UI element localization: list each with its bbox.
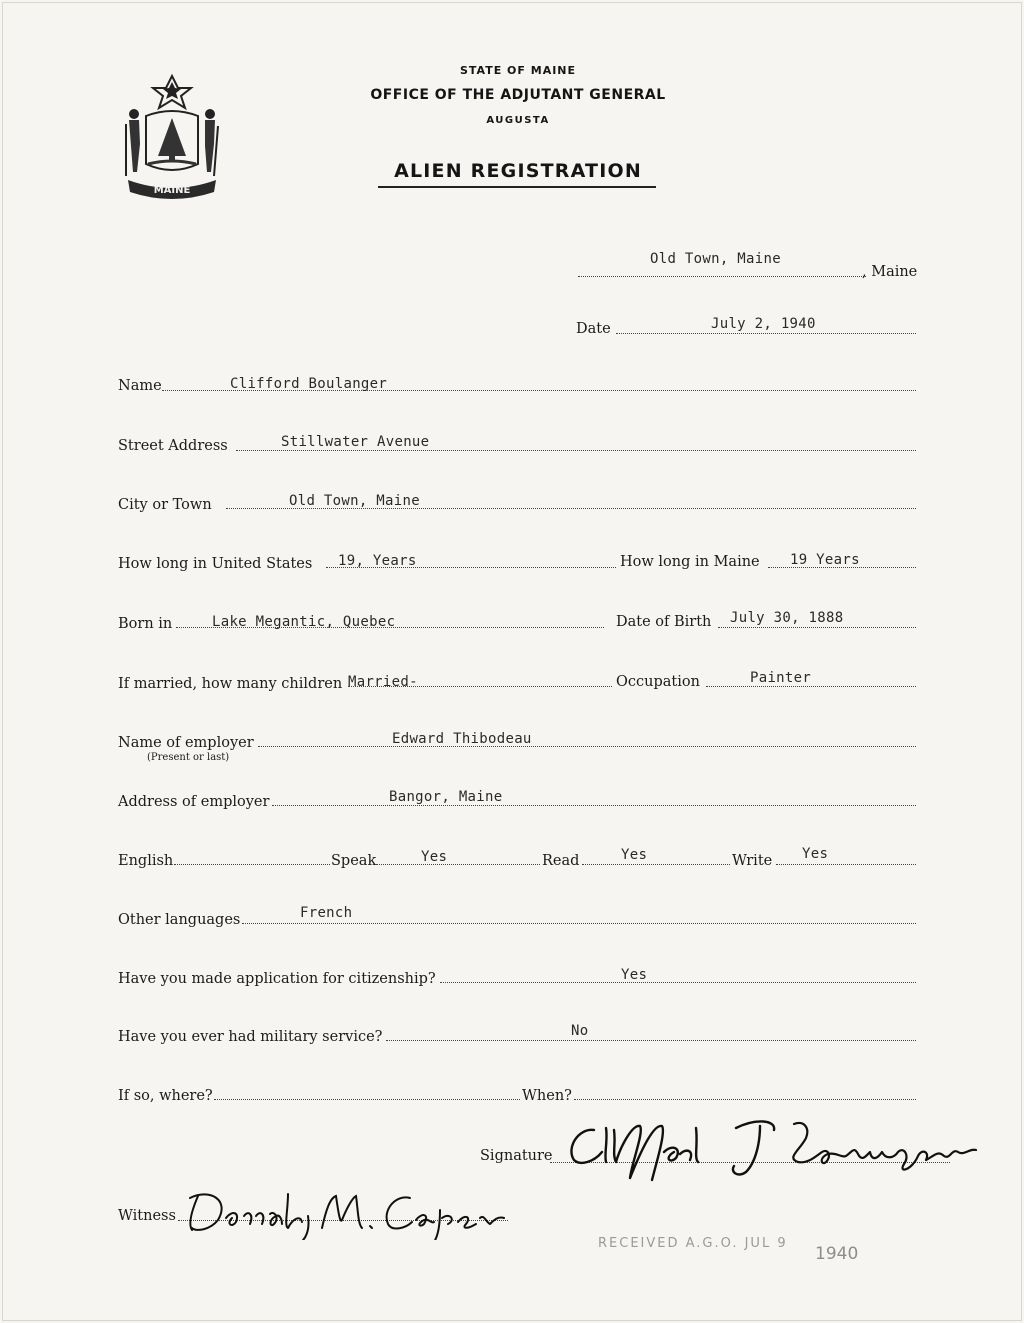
employer-line [258, 746, 916, 747]
occupation-value: Painter [750, 670, 812, 686]
other-languages-label: Other languages [118, 912, 241, 928]
military-label: Have you ever had military service? [118, 1029, 383, 1045]
city-label: City or Town [118, 497, 212, 513]
state-heading: STATE OF MAINE [459, 64, 577, 77]
seal-banner-text: MAINE [153, 185, 191, 196]
when-line [574, 1099, 916, 1100]
employer-label: Name of employer [118, 735, 254, 751]
place-line [578, 276, 866, 277]
city-value: Old Town, Maine [289, 493, 420, 509]
other-languages-line [242, 923, 916, 924]
occupation-label: Occupation [616, 674, 700, 690]
speak-value: Yes [421, 849, 448, 865]
city-heading: AUGUSTA [486, 115, 550, 126]
date-value: July 2, 1940 [711, 316, 816, 332]
form-title: ALIEN REGISTRATION [394, 160, 642, 182]
military-value: No [571, 1023, 589, 1039]
read-label: Read [542, 853, 580, 869]
speak-line [376, 864, 540, 865]
read-value: Yes [621, 847, 648, 863]
dob-label: Date of Birth [616, 614, 712, 630]
dob-line [718, 627, 916, 628]
name-label: Name [118, 378, 162, 394]
street-line [236, 450, 916, 451]
read-line [582, 864, 730, 865]
street-label: Street Address [118, 438, 228, 454]
employer-address-label: Address of employer [118, 794, 270, 810]
speak-label: Speak [331, 853, 377, 869]
maine-state-seal [118, 72, 226, 202]
dob-value: July 30, 1888 [730, 610, 844, 626]
employer-address-value: Bangor, Maine [389, 789, 503, 805]
employer-note: (Present or last) [147, 752, 230, 763]
title-underline [378, 186, 656, 188]
english-label: English [118, 853, 174, 869]
where-line [214, 1099, 520, 1100]
where-label: If so, where? [118, 1088, 213, 1104]
born-in-value: Lake Megantic, Quebec [212, 614, 396, 630]
place-suffix: , Maine [862, 264, 918, 280]
office-heading: OFFICE OF THE ADJUTANT GENERAL [370, 87, 666, 103]
born-in-label: Born in [118, 616, 173, 632]
employer-address-line [272, 805, 916, 806]
employer-value: Edward Thibodeau [392, 731, 532, 747]
witness-signature [170, 1180, 510, 1240]
citizenship-line [440, 982, 916, 983]
date-line [616, 333, 916, 334]
when-label: When? [522, 1088, 572, 1104]
received-stamp-year: 1940 [815, 1244, 859, 1264]
citizenship-value: Yes [621, 967, 648, 983]
signature-label: Signature [480, 1148, 553, 1164]
write-label: Write [732, 853, 773, 869]
name-value: Clifford Boulanger [230, 376, 388, 392]
applicant-signature [560, 1108, 1000, 1188]
witness-label: Witness [118, 1208, 176, 1224]
occupation-line [706, 686, 916, 687]
how-long-maine-value: 19 Years [790, 552, 860, 568]
place-value: Old Town, Maine [650, 251, 781, 267]
military-line [386, 1040, 916, 1041]
citizenship-label: Have you made application for citizenship? [118, 971, 436, 987]
write-value: Yes [802, 846, 829, 862]
date-label: Date [576, 321, 611, 337]
married-value: Married- [348, 674, 418, 690]
married-label: If married, how many children [118, 676, 343, 692]
english-line [174, 864, 330, 865]
received-stamp: RECEIVED A.G.O. JUL 9 [598, 1236, 788, 1251]
street-value: Stillwater Avenue [281, 434, 430, 450]
other-languages-value: French [300, 905, 353, 921]
how-long-us-label: How long in United States [118, 556, 313, 572]
how-long-us-value: 19, Years [338, 553, 417, 569]
how-long-maine-label: How long in Maine [620, 554, 760, 570]
write-line [776, 864, 916, 865]
